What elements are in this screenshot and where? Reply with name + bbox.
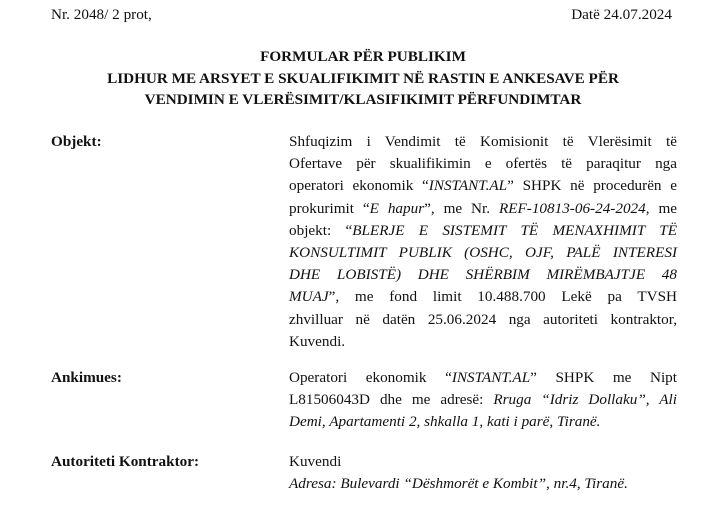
ankimues-label: Ankimues:	[51, 369, 122, 386]
reference-number: REF-10813-06-24-2024	[498, 199, 646, 217]
ankimues-line: L81506043D dhe me adresë: Rruga “Idriz Dollaku”, Ali	[289, 391, 677, 409]
objekt-label: Objekt:	[51, 133, 102, 150]
objekt-line: operatori ekonomik “INSTANT.AL” SHPK në procedurën e	[289, 177, 677, 195]
title-line-1: FORMULAR PËR PUBLIKIM	[260, 48, 466, 65]
objekt-line: Ofertave për skualifikimin e ofertës të paraqitur nga	[289, 155, 677, 173]
autoriteti-label: Autoriteti Kontraktor:	[51, 453, 200, 470]
objekt-line: MUAJ”, me fond limit 10.488.700 Lekë pa TVSH	[289, 288, 677, 306]
objekt-line: Shfuqizim i Vendimit të Komisionit të Vlerësimit të	[289, 133, 677, 150]
operator-name: INSTANT.AL	[428, 177, 508, 195]
title-line-2: LIDHUR ME ARSYET E SKUALIFIKIMIT NË RASTIN E ANKESAVE PËR	[107, 69, 619, 87]
ankimues-line: Operatori ekonomik “INSTANT.AL” SHPK me Nipt	[289, 369, 677, 386]
title-line-3: VENDIMIN E VLERËSIMIT/KLASIFIKIMIT PËRFUNDIMTAR	[144, 91, 582, 108]
document-date: Datë 24.07.2024	[571, 6, 672, 23]
objekt-text	[289, 131, 677, 353]
autoriteti-text	[289, 451, 677, 495]
document-title	[0, 46, 726, 111]
autoriteti-name: Kuvendi	[289, 453, 342, 470]
objekt-line: Kuvendi.	[289, 332, 346, 350]
autoriteti-address: Adresa: Bulevardi “Dëshmorët e Kombit”, nr.4, Tiranë.	[289, 475, 628, 493]
objekt-line: prokurimit “E hapur”, me Nr. REF-10813-06-24-2024, me	[289, 199, 678, 217]
objekt-line: DHE LOBISTË) DHE SHËRBIM MIRËMBAJTJE 48	[289, 266, 677, 284]
objekt-line: zhvilluar në datën 25.06.2024 nga autoriteti kontraktor,	[289, 310, 677, 328]
objekt-line: objekt: “BLERJE E SISTEMIT TË MENAXHIMIT TË	[289, 221, 677, 239]
ankimues-text	[289, 367, 677, 434]
ankimues-line: Demi, Apartamenti 2, shkalla 1, kati i parë, Tiranë.	[289, 413, 601, 431]
objekt-line: KONSULTIMIT PUBLIK (OSHC, OJF, PALË INTERESI	[289, 244, 677, 262]
protocol-number: Nr. 2048/ 2 prot,	[51, 6, 152, 23]
procedure-type: E hapur	[369, 199, 425, 217]
